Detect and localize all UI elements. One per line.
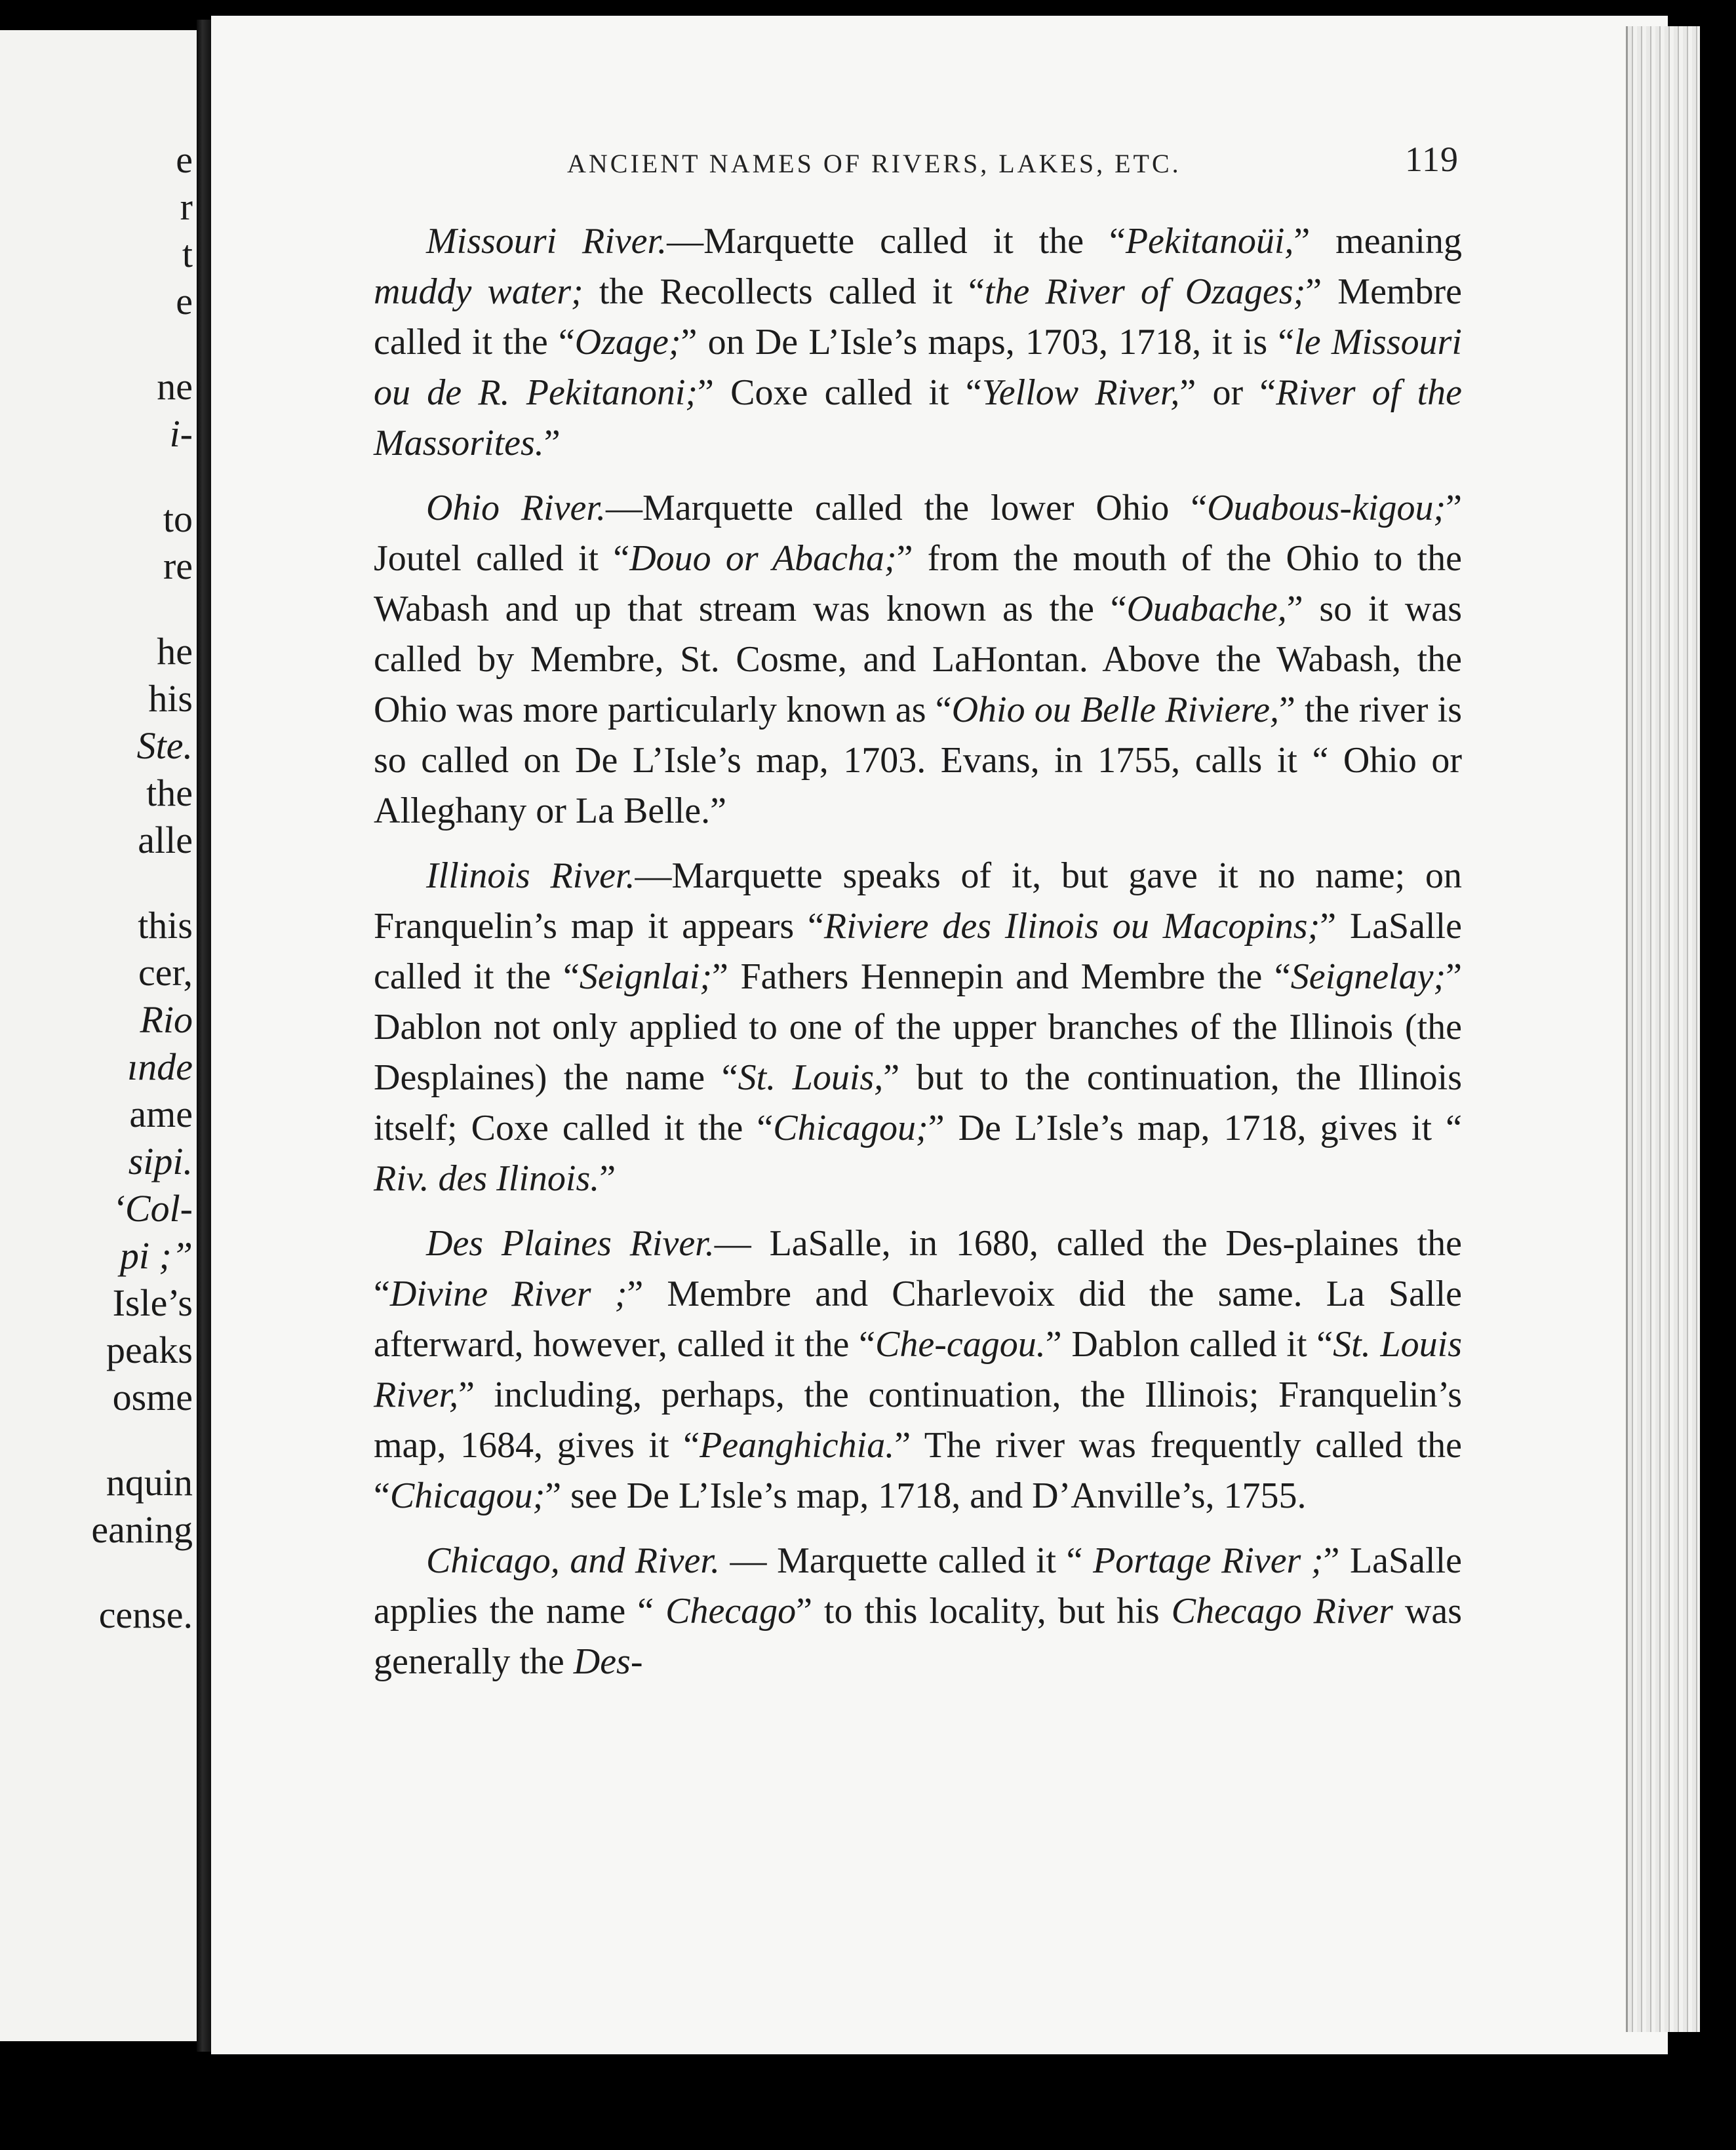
text-run: was generally the xyxy=(374,1591,1462,1682)
text-run: ” LaSalle applies the name “ xyxy=(374,1540,1462,1632)
text-run: —Marquette speaks of it, but gave it no name; on Franquelin’s map it appears “ xyxy=(374,855,1462,947)
text-run: ” meaning xyxy=(1293,221,1462,262)
left-page-line: ame xyxy=(129,1093,193,1135)
page-number: 119 xyxy=(1405,140,1459,179)
text-run: ” to this locality, but his xyxy=(796,1591,1172,1632)
italic-term: Illinois River. xyxy=(426,855,635,896)
italic-term: Ouabous-kigou; xyxy=(1207,488,1446,528)
left-page-line: re xyxy=(163,545,193,587)
left-page-line: ne xyxy=(157,365,193,408)
text-run: ” Joutel called it “ xyxy=(374,488,1462,579)
italic-term: Ozage; xyxy=(574,322,681,362)
italic-term: River of the Massorites. xyxy=(374,372,1463,463)
left-page-line: alle xyxy=(138,819,193,861)
italic-term: Divine River ; xyxy=(389,1274,627,1314)
text-run: ” Coxe called it “ xyxy=(698,372,982,413)
italic-term: Ohio River. xyxy=(426,488,606,528)
text-run: ” but to the continuation, the Illinois itself; Coxe called it the “ xyxy=(374,1057,1463,1148)
text-run: ” Dablon called it “ xyxy=(1045,1324,1333,1365)
left-page-line: osme xyxy=(112,1376,193,1418)
left-page-line: e xyxy=(176,138,193,181)
left-page-line: his xyxy=(148,677,193,720)
text-run: —Marquette called the lower Ohio “ xyxy=(605,488,1208,528)
italic-term: Missouri River. xyxy=(426,221,667,262)
italic-term: le Missouri ou de R. Pekitanoni; xyxy=(374,322,1462,413)
text-run: — LaSalle, in 1680, called the Des-plaines the “ xyxy=(374,1223,1463,1314)
italic-term: Seignelay; xyxy=(1290,956,1446,997)
left-facing-page xyxy=(0,30,197,2041)
left-page-line: cer, xyxy=(138,951,193,994)
running-title: ANCIENT NAMES OF RIVERS, LAKES, ETC. xyxy=(567,149,1181,178)
left-page-line: sipi. xyxy=(128,1140,193,1182)
text-run: —Marquette called it the “ xyxy=(667,221,1126,262)
italic-term: Che-cagou. xyxy=(875,1324,1046,1365)
paragraph xyxy=(374,216,1462,469)
paragraph xyxy=(374,1536,1462,1687)
italic-term: muddy water; xyxy=(374,271,583,312)
text-run: ” Membre and Charlevoix did the same. La Salle afterward, however, called it the “ xyxy=(374,1274,1462,1365)
left-page-line: the xyxy=(146,772,193,814)
left-page-line: nquin xyxy=(106,1461,193,1504)
left-page-line: he xyxy=(157,630,193,673)
left-page-line: cense. xyxy=(98,1593,193,1636)
paragraph xyxy=(374,851,1462,1204)
text-run: ” Dablon not only applied to one of the upper branches of the Illinois (the Desplaines) the name “ xyxy=(374,956,1462,1098)
left-page-line: peaks xyxy=(106,1329,193,1371)
text-run: ” the river is so called on De L’Isle’s map, 1703. Evans, in 1755, calls it “ Ohio or Alleghany or La Belle.” xyxy=(374,690,1462,831)
italic-term: Seignlai; xyxy=(579,956,713,997)
left-page-line: r xyxy=(180,186,193,228)
text-run: ” or “ xyxy=(1179,372,1276,413)
text-run: ” see De L’Isle’s map, 1718, and D’Anville’s, 1755. xyxy=(545,1476,1307,1516)
italic-term: Des Plaines River. xyxy=(426,1223,715,1264)
page-edges xyxy=(1626,26,1700,2032)
left-page-line: pi ;” xyxy=(119,1234,193,1277)
italic-term: Chicagou; xyxy=(389,1476,545,1516)
italic-term: Checago xyxy=(665,1591,797,1632)
running-head xyxy=(357,139,1459,185)
italic-term: Riviere des Ilinois ou Macopins; xyxy=(823,906,1320,947)
italic-term: Chicago, and River. xyxy=(426,1540,720,1581)
italic-term: Ouabache, xyxy=(1126,589,1287,629)
text-run: ” including, perhaps, the continuation, the Illinois; Franquelin’s map, 1684, gives it “ xyxy=(374,1375,1462,1466)
italic-term: Ohio ou Belle Riviere, xyxy=(951,690,1279,730)
left-page-line: ınde xyxy=(127,1046,193,1088)
book-gutter xyxy=(197,20,211,2052)
italic-term: Portage River ; xyxy=(1093,1540,1324,1581)
italic-term: Des- xyxy=(573,1641,643,1682)
italic-term: the River of Ozages; xyxy=(984,271,1306,312)
italic-term: Pekitanoüi, xyxy=(1125,221,1294,262)
text-run: ” Membre called it the “ xyxy=(374,271,1462,362)
text-run: ” so it was called by Membre, St. Cosme, and LaHontan. Above the Wabash, the Ohio was more particularly known as “ xyxy=(374,589,1462,730)
body-text xyxy=(374,216,1462,1702)
left-page-line: Ste. xyxy=(136,724,193,767)
italic-term: Douo or Abacha; xyxy=(629,538,897,579)
left-page-line: eaning xyxy=(91,1508,193,1551)
text-run: ” xyxy=(599,1158,616,1199)
text-run: — Marquette called it “ xyxy=(719,1540,1094,1581)
left-page-line: to xyxy=(163,498,193,540)
left-page-line: Rio xyxy=(140,998,193,1041)
left-page-line: t xyxy=(182,233,193,275)
text-run: the Recollects called it “ xyxy=(583,271,985,312)
italic-term: St. Louis, xyxy=(738,1057,884,1098)
italic-term: Checago River xyxy=(1171,1591,1393,1632)
paragraph xyxy=(374,1219,1462,1521)
text-run: ” from the mouth of the Ohio to the Wabash and up that stream was known as the “ xyxy=(374,538,1463,629)
left-page-line: this xyxy=(138,904,193,947)
text-run: ” Fathers Hennepin and Membre the “ xyxy=(712,956,1291,997)
italic-term: Chicagou; xyxy=(773,1108,928,1148)
left-page-line: e xyxy=(176,280,193,322)
left-page-line: Isle’s xyxy=(112,1281,193,1324)
italic-term: Riv. des Ilinois. xyxy=(374,1158,600,1199)
text-run: ” De L’Isle’s map, 1718, gives it “ xyxy=(928,1108,1462,1148)
paragraph xyxy=(374,483,1462,836)
italic-term: Peanghichia. xyxy=(700,1425,895,1466)
text-run: ” The river was frequently called the “ xyxy=(374,1425,1463,1516)
italic-term: Yellow River, xyxy=(981,372,1180,413)
left-page-line: ‘Col- xyxy=(112,1187,193,1230)
italic-term: St. Louis River, xyxy=(374,1324,1462,1415)
text-run: ” LaSalle called it the “ xyxy=(374,906,1463,997)
text-run: ” on De L’Isle’s maps, 1703, 1718, it is “ xyxy=(681,322,1295,362)
left-page-line: i- xyxy=(169,412,193,455)
text-run: ” xyxy=(543,423,561,463)
